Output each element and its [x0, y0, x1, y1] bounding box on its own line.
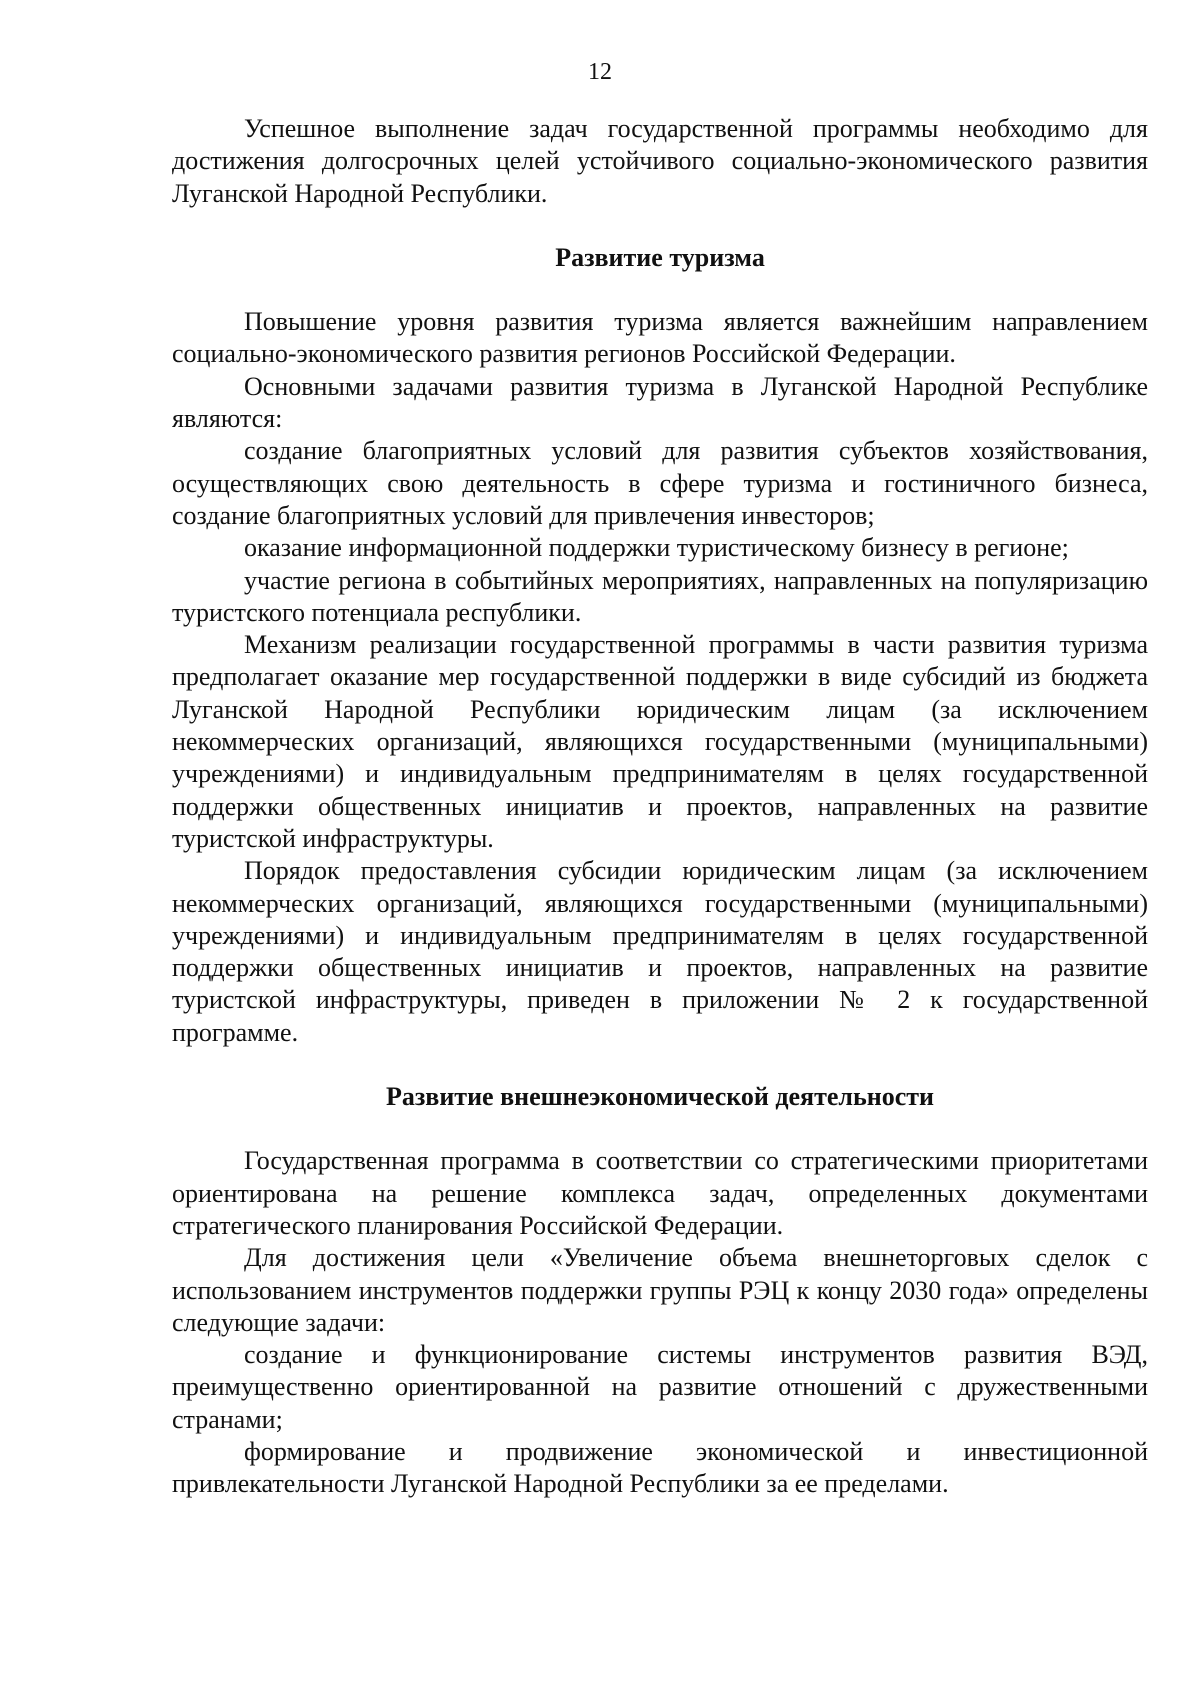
tourism-task-item: создание благоприятных условий для развития субъектов хозяйствования, осуществляющих свою деятельность в сфере туризма и гостиничного бизнеса, создание благоприятных условий для привлечения инвесторов;	[172, 436, 1148, 530]
tourism-paragraph: Основными задачами развития туризма в Луганской Народной Республике являются:	[172, 371, 1148, 434]
tourism-paragraph: Повышение уровня развития туризма является важнейшим направлением социально-экономического развития регионов Российской Федерации.	[172, 307, 1148, 369]
page-number: 12	[588, 59, 612, 85]
document-body	[172, 113, 1148, 1501]
foreign-economic-task-item: создание и функционирование системы инструментов развития ВЭД, преимущественно ориентированной на развитие отношений с дружественными странами;	[172, 1340, 1148, 1434]
foreign-economic-paragraph: Государственная программа в соответствии со стратегическими приоритетами ориентирована на решение комплекса задач, определенных документами стратегического планирования Российской Федерации.	[172, 1146, 1148, 1240]
tourism-task-item: оказание информационной поддержки туристическому бизнесу в регионе;	[244, 533, 1069, 563]
foreign-economic-paragraph: Для достижения цели «Увеличение объема внешнеторговых сделок с использованием инструментов поддержки группы РЭЦ к концу 2030 года» определены следующие задачи:	[172, 1243, 1148, 1337]
tourism-paragraph: Механизм реализации государственной программы в части развития туризма предполагает оказание мер государственной поддержки в виде субсидий из бюджета Луганской Народной Республики юридическим лицам (за исключением некоммерческих организаций, являющихся государственными (муниципальными) учреждениями) и индивидуальным предпринимателям в целях государственной поддержки общественных инициатив и проектов, направленных на развитие туристской инфраструктуры.	[172, 630, 1148, 853]
tourism-task-item: участие региона в событийных мероприятиях, направленных на популяризацию туристского потенциала республики.	[172, 565, 1148, 627]
section-heading-tourism: Развитие туризма	[555, 242, 765, 272]
tourism-paragraph: Порядок предоставления субсидии юридическим лицам (за исключением некоммерческих организаций, являющихся государственными (муниципальными) учреждениями) и индивидуальным предпринимателям в целях государственной поддержки общественных инициатив и проектов, направленных на развитие туристской инфраструктуры, приведен в приложении № 2 к государственной программе.	[172, 856, 1148, 1047]
foreign-economic-task-item: формирование и продвижение экономической и инвестиционной привлекательности Луганской Народной Республики за ее пределами.	[172, 1436, 1148, 1499]
intro-paragraph: Успешное выполнение задач государственной программы необходимо для достижения долгосрочных целей устойчивого социально-экономического развития Луганской Народной Республики.	[172, 114, 1148, 208]
section-heading-foreign-economic: Развитие внешнеэкономической деятельности	[385, 1082, 935, 1112]
